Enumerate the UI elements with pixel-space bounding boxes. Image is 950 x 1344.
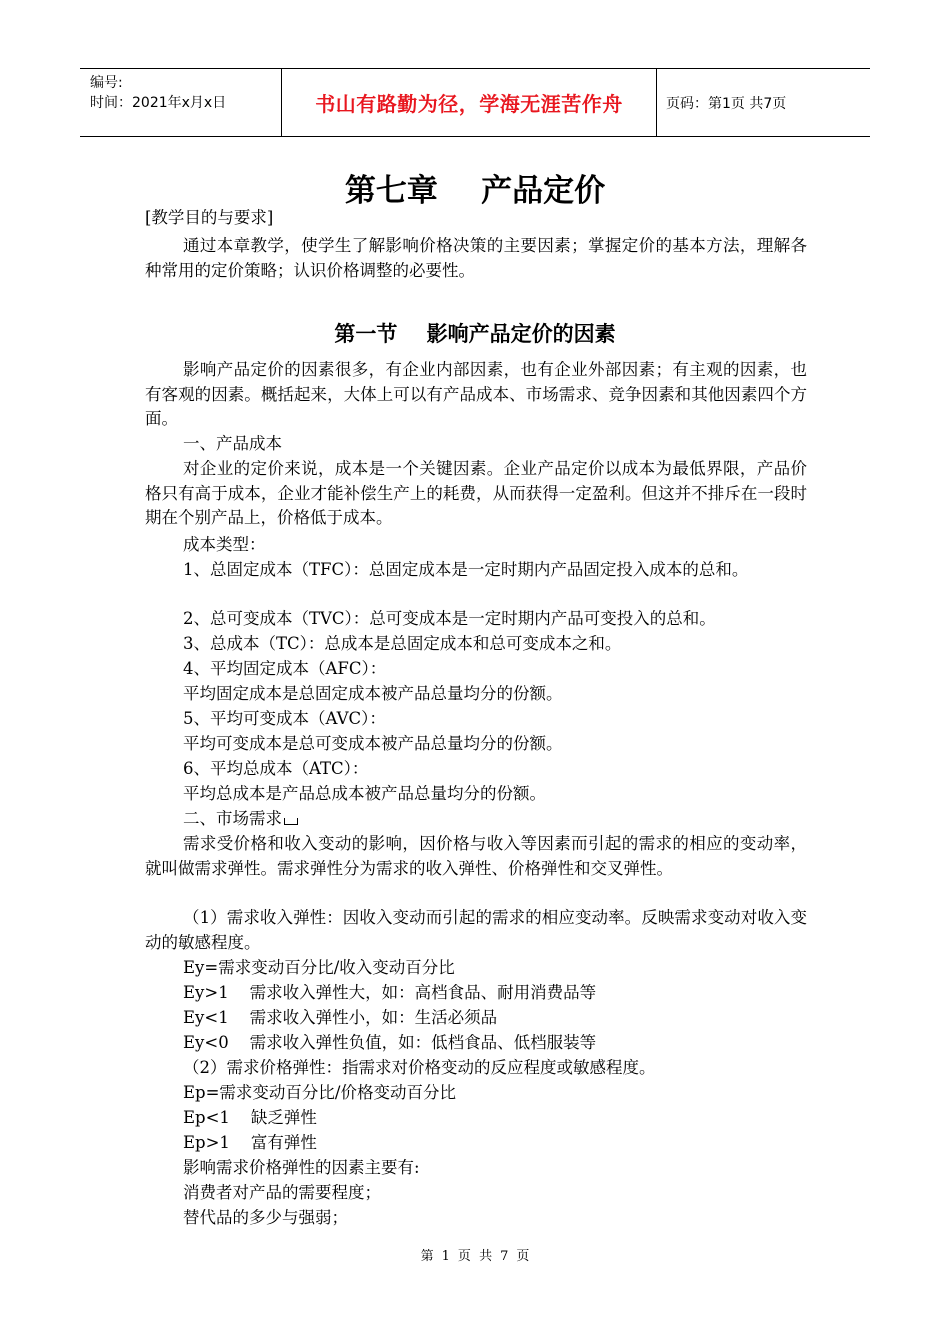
cost-types-label: 成本类型：: [183, 535, 266, 554]
cost-item-3: 3、总成本（TC）：总成本是总固定成本和总可变成本之和。: [183, 634, 622, 653]
footer-suffix: 页: [516, 1249, 530, 1264]
header-divider: [656, 69, 657, 136]
footer-prefix: 第: [420, 1249, 434, 1264]
cost-heading: 一、产品成本: [183, 434, 282, 453]
footer-page-number: 1: [441, 1249, 450, 1264]
ey-less-than-1: Ey<1 需求收入弹性小，如：生活必须品: [183, 1008, 498, 1027]
section-intro: 影响产品定价的因素很多，有企业内部因素，也有企业外部因素；有主观的因素，也有客观的因素。概括起来，大体上可以有产品成本、市场需求、竞争因素和其他因素四个方面。: [145, 360, 807, 429]
cost-item-5-definition: 平均可变成本是总可变成本被产品总量均分的份额。: [183, 734, 563, 753]
text-cursor-mark: [284, 818, 298, 825]
header-meta: [90, 73, 226, 113]
cost-item-6-definition: 平均总成本是产品总成本被产品总量均分的份额。: [183, 784, 546, 803]
cost-item-1: 1、总固定成本（TFC）：总固定成本是一定时期内产品固定投入成本的总和。: [183, 560, 749, 579]
ep-less-than-1: Ep<1 缺乏弹性: [183, 1108, 317, 1127]
footer-middle: 页 共: [457, 1249, 493, 1264]
demand-text: 需求受价格和收入变动的影响，因价格与收入等因素而引起的需求的相应的变动率，就叫做需求弹性。需求弹性分为需求的收入弹性、价格弹性和交叉弹性。: [145, 834, 807, 878]
footer-total-pages: 7: [500, 1249, 509, 1264]
objectives-heading: [教学目的与要求]: [145, 208, 274, 227]
cost-item-6: 6、平均总成本（ATC）：: [183, 759, 369, 778]
price-elasticity-text: （2）需求价格弹性：指需求对价格变动的反应程度或敏感程度。: [183, 1058, 656, 1077]
page-footer: [0, 1245, 950, 1264]
demand-heading: [183, 807, 298, 832]
demand-heading-label: 二、市场需求: [183, 809, 282, 828]
cost-item-4: 4、平均固定成本（AFC）：: [183, 659, 387, 678]
ep-formula: Ep=需求变动百分比/价格变动百分比: [183, 1083, 456, 1102]
number-label: 编号:: [90, 75, 123, 91]
factor-item-1: 消费者对产品的需要程度；: [183, 1183, 381, 1202]
cost-item-4-definition: 平均固定成本是总固定成本被产品总量均分的份额。: [183, 684, 563, 703]
cost-text: 对企业的定价来说，成本是一个关键因素。企业产品定价以成本为最低界限，产品价格只有高于成本，企业才能补偿生产上的耗费，从而获得一定盈利。但这并不排斥在一段时期在个别产品上，价格低于成本。: [145, 459, 807, 528]
ep-greater-than-1: Ep>1 富有弹性: [183, 1133, 317, 1152]
cost-item-2: 2、总可变成本（TVC）：总可变成本是一定时期内产品可变投入的总和。: [183, 609, 716, 628]
time-label: 时间：2021年x月x日: [90, 95, 227, 111]
cost-item-5: 5、平均可变成本（AVC）：: [183, 709, 386, 728]
ey-formula: Ey=需求变动百分比/收入变动百分比: [183, 958, 455, 977]
ey-greater-than-1: Ey>1 需求收入弹性大，如：高档食品、耐用消费品等: [183, 983, 597, 1002]
header-page-info: 页码：第1页 共7页: [666, 95, 787, 112]
income-elasticity-text: （1）需求收入弹性：因收入变动而引起的需求的相应变动率。反映需求变动对收入变动的敏感程度。: [145, 908, 807, 952]
section-title: 第一节 影响产品定价的因素: [334, 322, 616, 346]
ey-less-than-0: Ey<0 需求收入弹性负值，如：低档食品、低档服装等: [183, 1033, 597, 1052]
header-motto: 书山有路勤为径，学海无涯苦作舟: [315, 92, 623, 116]
factor-item-2: 替代品的多少与强弱；: [183, 1208, 348, 1227]
chapter-title: 第七章 产品定价: [344, 173, 606, 209]
factors-label: 影响需求价格弹性的因素主要有:: [183, 1158, 420, 1177]
objectives-text: 通过本章教学，使学生了解影响价格决策的主要因素；掌握定价的基本方法，理解各种常用的定价策略；认识价格调整的必要性。: [145, 236, 807, 280]
page-header: [80, 68, 870, 137]
